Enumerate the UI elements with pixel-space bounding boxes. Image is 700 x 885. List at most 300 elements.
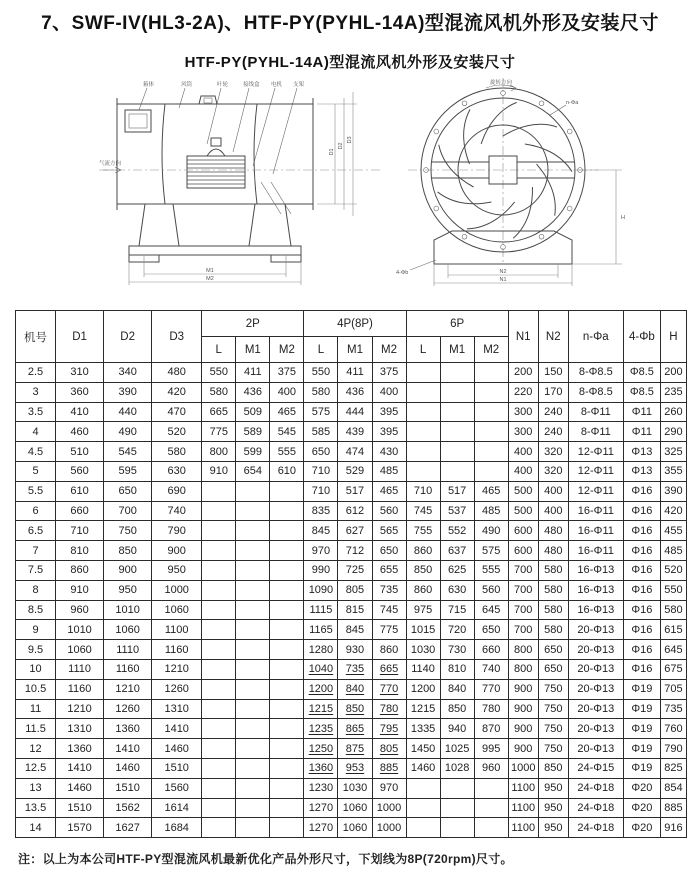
table-cell: 1000 xyxy=(372,818,406,838)
table-cell: 1200 xyxy=(304,679,338,699)
table-cell: 13.5 xyxy=(16,798,56,818)
table-cell: 1210 xyxy=(152,659,202,679)
table-cell: 560 xyxy=(474,580,508,600)
table-cell: 885 xyxy=(372,758,406,778)
table-cell: 760 xyxy=(660,719,686,739)
table-cell: 1110 xyxy=(104,640,152,660)
table-cell: 16-Φ11 xyxy=(568,501,623,521)
table-cell: 12-Φ11 xyxy=(568,461,623,481)
table-cell: 875 xyxy=(338,739,372,759)
table-cell xyxy=(440,798,474,818)
table-row xyxy=(16,798,687,818)
dim-label-d1: D1 xyxy=(329,148,335,156)
table-cell: 12 xyxy=(16,739,56,759)
table-cell: 650 xyxy=(538,640,568,660)
table-cell: 500 xyxy=(508,481,538,501)
table-cell: 4 xyxy=(16,422,56,442)
table-cell xyxy=(202,659,236,679)
table-cell xyxy=(236,739,270,759)
table-cell xyxy=(236,560,270,580)
table-cell: 220 xyxy=(508,382,538,402)
table-cell: 825 xyxy=(660,758,686,778)
table-cell: 950 xyxy=(538,818,568,838)
table-row xyxy=(16,461,687,481)
table-cell: 325 xyxy=(660,442,686,462)
table-cell: 735 xyxy=(338,659,372,679)
table-cell: 16-Φ11 xyxy=(568,521,623,541)
table-cell: Φ16 xyxy=(623,659,660,679)
table-cell xyxy=(202,620,236,640)
table-cell: 474 xyxy=(338,442,372,462)
table-cell: 420 xyxy=(152,382,202,402)
table-cell: Φ16 xyxy=(623,481,660,501)
table-cell: 675 xyxy=(660,659,686,679)
table-row xyxy=(16,541,687,561)
table-cell: Φ19 xyxy=(623,699,660,719)
table-cell: 850 xyxy=(406,560,440,580)
table-cell: 650 xyxy=(304,442,338,462)
table-cell xyxy=(440,778,474,798)
table-cell: 950 xyxy=(538,798,568,818)
table-cell xyxy=(236,798,270,818)
flange-holes-label: n-Φa xyxy=(566,100,579,106)
table-cell: 650 xyxy=(538,659,568,679)
table-cell: 1215 xyxy=(304,699,338,719)
table-cell xyxy=(474,461,508,481)
table-cell: 8-Φ8.5 xyxy=(568,382,623,402)
table-cell: 1560 xyxy=(152,778,202,798)
table-cell: 740 xyxy=(474,659,508,679)
dim-label-h: H xyxy=(621,215,625,221)
table-cell xyxy=(440,382,474,402)
table-cell: 800 xyxy=(202,442,236,462)
table-cell: 1115 xyxy=(304,600,338,620)
table-cell: 1410 xyxy=(56,758,104,778)
leader-line xyxy=(273,88,297,174)
table-cell: 815 xyxy=(338,600,372,620)
header-m1: M1 xyxy=(338,337,372,363)
table-row xyxy=(16,659,687,679)
table-cell: 900 xyxy=(508,739,538,759)
table-cell: 1627 xyxy=(104,818,152,838)
table-cell: 550 xyxy=(660,580,686,600)
table-cell: 1360 xyxy=(56,739,104,759)
table-cell xyxy=(270,758,304,778)
table-cell: 7.5 xyxy=(16,560,56,580)
table-cell: 1215 xyxy=(406,699,440,719)
table-cell xyxy=(270,501,304,521)
table-cell: Φ16 xyxy=(623,600,660,620)
table-cell: 400 xyxy=(508,442,538,462)
dim-label-m1: M1 xyxy=(206,268,214,274)
table-cell: 439 xyxy=(338,422,372,442)
rotation-label: 旋转方向 xyxy=(490,80,513,86)
table-cell: 520 xyxy=(152,422,202,442)
table-cell: 555 xyxy=(270,442,304,462)
table-cell: 930 xyxy=(338,640,372,660)
table-row xyxy=(16,580,687,600)
airflow-label: 气流方向 xyxy=(99,161,122,167)
table-cell: Φ16 xyxy=(623,640,660,660)
table-cell xyxy=(270,620,304,640)
table-cell: 200 xyxy=(660,363,686,383)
table-cell: 970 xyxy=(372,778,406,798)
table-cell: 400 xyxy=(538,501,568,521)
table-row xyxy=(16,501,687,521)
table-cell: 1310 xyxy=(56,719,104,739)
table-cell: 960 xyxy=(56,600,104,620)
table-cell xyxy=(202,541,236,561)
table-cell: 735 xyxy=(660,699,686,719)
table-cell: 700 xyxy=(508,620,538,640)
header-4-phi-b: 4-Φb xyxy=(623,311,660,363)
table-cell: 13 xyxy=(16,778,56,798)
table-cell: 545 xyxy=(270,422,304,442)
table-cell: Φ16 xyxy=(623,541,660,561)
table-cell: 150 xyxy=(538,363,568,383)
table-cell: 300 xyxy=(508,422,538,442)
table-cell: 950 xyxy=(152,560,202,580)
table-cell: 24-Φ18 xyxy=(568,818,623,838)
table-cell: 860 xyxy=(56,560,104,580)
table-cell: 665 xyxy=(202,402,236,422)
table-cell xyxy=(236,758,270,778)
table-row xyxy=(16,560,687,580)
table-cell: 24-Φ15 xyxy=(568,758,623,778)
table-cell: Φ16 xyxy=(623,521,660,541)
table-cell: 1235 xyxy=(304,719,338,739)
table-cell: 560 xyxy=(372,501,406,521)
table-cell: 520 xyxy=(660,560,686,580)
header-2p: 2P xyxy=(202,311,304,337)
table-cell: 300 xyxy=(508,402,538,422)
table-row xyxy=(16,422,687,442)
table-cell: 615 xyxy=(660,620,686,640)
table-cell: 775 xyxy=(372,620,406,640)
table-cell: 20-Φ13 xyxy=(568,739,623,759)
table-cell: 810 xyxy=(56,541,104,561)
header-m1: M1 xyxy=(440,337,474,363)
table-cell xyxy=(440,363,474,383)
table-cell: 24-Φ18 xyxy=(568,778,623,798)
table-cell: 630 xyxy=(440,580,474,600)
table-cell xyxy=(406,363,440,383)
header-m2: M2 xyxy=(270,337,304,363)
table-cell: 600 xyxy=(508,541,538,561)
table-row xyxy=(16,363,687,383)
table-cell: 805 xyxy=(372,739,406,759)
table-cell: 480 xyxy=(152,363,202,383)
table-cell: 565 xyxy=(372,521,406,541)
table-cell: 411 xyxy=(236,363,270,383)
table-cell: 665 xyxy=(372,659,406,679)
table-cell: 1060 xyxy=(338,798,372,818)
table-cell: 800 xyxy=(508,640,538,660)
table-cell xyxy=(236,600,270,620)
base-plate xyxy=(129,246,301,255)
table-cell: 700 xyxy=(104,501,152,521)
table-cell: 1460 xyxy=(406,758,440,778)
table-cell: 529 xyxy=(338,461,372,481)
table-cell: 1684 xyxy=(152,818,202,838)
header-n-phi-a: n-Φa xyxy=(568,311,623,363)
table-cell: 860 xyxy=(406,580,440,600)
table-cell: 8.5 xyxy=(16,600,56,620)
table-cell: 460 xyxy=(56,422,104,442)
table-cell: 1230 xyxy=(304,778,338,798)
table-cell: 1510 xyxy=(152,758,202,778)
table-cell: Φ11 xyxy=(623,402,660,422)
table-cell: 845 xyxy=(338,620,372,640)
table-cell: 20-Φ13 xyxy=(568,620,623,640)
table-cell: 770 xyxy=(372,679,406,699)
table-cell: 465 xyxy=(474,481,508,501)
table-cell: 1000 xyxy=(372,798,406,818)
table-cell: 780 xyxy=(474,699,508,719)
technical-drawings xyxy=(0,74,700,296)
table-cell: 8-Φ8.5 xyxy=(568,363,623,383)
table-cell xyxy=(202,600,236,620)
table-cell: 745 xyxy=(406,501,440,521)
table-cell xyxy=(474,778,508,798)
leader-line xyxy=(139,88,147,110)
table-cell: 550 xyxy=(304,363,338,383)
table-cell: Φ19 xyxy=(623,758,660,778)
table-cell: 990 xyxy=(304,560,338,580)
table-cell: 1110 xyxy=(56,659,104,679)
table-cell: 810 xyxy=(440,659,474,679)
table-cell xyxy=(202,501,236,521)
motor-terminal-box xyxy=(211,138,221,146)
table-cell: 420 xyxy=(660,501,686,521)
table-cell: 8-Φ11 xyxy=(568,402,623,422)
part-label-bracket: 支架 xyxy=(293,82,305,88)
table-cell xyxy=(236,818,270,838)
table-cell: 444 xyxy=(338,402,372,422)
table-cell xyxy=(270,521,304,541)
table-cell: 916 xyxy=(660,818,686,838)
table-cell xyxy=(270,560,304,580)
table-cell: 710 xyxy=(56,521,104,541)
dim-label-m2: M2 xyxy=(206,276,214,282)
table-cell: 950 xyxy=(104,580,152,600)
table-row xyxy=(16,758,687,778)
support-leg-right xyxy=(249,204,291,246)
table-cell: 1030 xyxy=(338,778,372,798)
table-cell xyxy=(406,422,440,442)
table-cell xyxy=(270,778,304,798)
table-cell xyxy=(202,679,236,699)
table-cell: 1335 xyxy=(406,719,440,739)
inner-collar-left xyxy=(162,104,165,204)
table-cell: Φ16 xyxy=(623,580,660,600)
table-cell xyxy=(202,758,236,778)
header-d2: D2 xyxy=(104,311,152,363)
table-cell: 411 xyxy=(338,363,372,383)
table-cell: 800 xyxy=(508,659,538,679)
table-cell: 745 xyxy=(372,600,406,620)
table-cell xyxy=(474,798,508,818)
table-cell: 720 xyxy=(440,620,474,640)
table-cell: 400 xyxy=(508,461,538,481)
table-cell: Φ20 xyxy=(623,778,660,798)
table-cell: 900 xyxy=(508,679,538,699)
table-cell: 240 xyxy=(538,402,568,422)
table-cell xyxy=(236,481,270,501)
table-cell xyxy=(202,778,236,798)
table-cell: 1165 xyxy=(304,620,338,640)
table-cell: 940 xyxy=(440,719,474,739)
table-cell: 517 xyxy=(338,481,372,501)
table-cell: 735 xyxy=(372,580,406,600)
table-cell: 654 xyxy=(236,461,270,481)
table-cell: 3.5 xyxy=(16,402,56,422)
table-cell: 4.5 xyxy=(16,442,56,462)
table-cell xyxy=(270,719,304,739)
table-cell: 580 xyxy=(538,620,568,640)
table-cell xyxy=(202,580,236,600)
table-cell: 595 xyxy=(104,461,152,481)
table-cell: 3 xyxy=(16,382,56,402)
table-cell: 260 xyxy=(660,402,686,422)
table-cell: 1510 xyxy=(104,778,152,798)
table-cell: 690 xyxy=(152,481,202,501)
table-cell: 20-Φ13 xyxy=(568,699,623,719)
table-cell: 900 xyxy=(152,541,202,561)
table-cell: 545 xyxy=(104,442,152,462)
table-cell: 580 xyxy=(202,382,236,402)
table-cell: 517 xyxy=(440,481,474,501)
table-cell: 870 xyxy=(474,719,508,739)
leader-line xyxy=(233,88,249,152)
table-cell xyxy=(270,541,304,561)
table-cell: 854 xyxy=(660,778,686,798)
table-cell: 580 xyxy=(152,442,202,462)
header-d3: D3 xyxy=(152,311,202,363)
table-cell: 480 xyxy=(538,521,568,541)
table-cell: 1410 xyxy=(152,719,202,739)
table-cell: 2.5 xyxy=(16,363,56,383)
table-cell: Φ16 xyxy=(623,501,660,521)
table-cell: 860 xyxy=(406,541,440,561)
table-cell: 580 xyxy=(304,382,338,402)
table-cell: 395 xyxy=(372,422,406,442)
footnote: 注：以上为本公司HTF-PY型混流风机最新优化产品外形尺寸，下划线为8P(720rpm)尺寸。 xyxy=(18,852,513,867)
page-title: 7、SWF-IV(HL3-2A)、HTF-PY(PYHL-14A)型混流风机外形及安装尺寸 xyxy=(41,13,659,34)
table-cell: 599 xyxy=(236,442,270,462)
table-cell: 950 xyxy=(538,778,568,798)
table-cell: 585 xyxy=(304,422,338,442)
table-cell xyxy=(202,560,236,580)
table-cell: 840 xyxy=(440,679,474,699)
table-cell: 1028 xyxy=(440,758,474,778)
table-cell: 5 xyxy=(16,461,56,481)
table-cell: 436 xyxy=(338,382,372,402)
table-row xyxy=(16,402,687,422)
strut xyxy=(271,182,291,214)
table-cell xyxy=(406,798,440,818)
leader-line xyxy=(253,88,275,166)
table-cell: 20-Φ13 xyxy=(568,640,623,660)
table-cell xyxy=(236,778,270,798)
table-cell: 850 xyxy=(338,699,372,719)
table-cell: 910 xyxy=(202,461,236,481)
table-cell: 1450 xyxy=(406,739,440,759)
table-cell xyxy=(474,442,508,462)
table-cell: 1060 xyxy=(104,620,152,640)
table-cell: 1210 xyxy=(104,679,152,699)
table-cell: 900 xyxy=(104,560,152,580)
table-cell: 16-Φ13 xyxy=(568,560,623,580)
table-cell: 555 xyxy=(474,560,508,580)
table-cell: 700 xyxy=(508,560,538,580)
table-cell: 995 xyxy=(474,739,508,759)
table-cell: 485 xyxy=(372,461,406,481)
table-cell: 730 xyxy=(440,640,474,660)
table-row xyxy=(16,382,687,402)
table-cell: 455 xyxy=(660,521,686,541)
table-cell: 395 xyxy=(372,402,406,422)
table-cell: 490 xyxy=(474,521,508,541)
table-cell: 410 xyxy=(56,402,104,422)
table-cell: 430 xyxy=(372,442,406,462)
table-cell: 310 xyxy=(56,363,104,383)
dim-label-d2: D2 xyxy=(338,142,344,150)
header-6p: 6P xyxy=(406,311,508,337)
table-cell: 12-Φ11 xyxy=(568,442,623,462)
table-cell xyxy=(202,699,236,719)
table-row xyxy=(16,521,687,541)
table-cell: 710 xyxy=(304,481,338,501)
table-cell: 1025 xyxy=(440,739,474,759)
table-cell: 1360 xyxy=(104,719,152,739)
table-cell: 14 xyxy=(16,818,56,838)
table-cell xyxy=(474,363,508,383)
table-cell xyxy=(202,719,236,739)
table-row xyxy=(16,620,687,640)
table-cell: 12-Φ11 xyxy=(568,481,623,501)
table-cell xyxy=(270,600,304,620)
table-cell: 580 xyxy=(538,560,568,580)
table-cell: 790 xyxy=(152,521,202,541)
part-label-impeller: 叶轮 xyxy=(217,82,229,88)
table-cell: 436 xyxy=(236,382,270,402)
table-cell: Φ11 xyxy=(623,422,660,442)
table-cell: 10 xyxy=(16,659,56,679)
table-cell xyxy=(270,659,304,679)
table-cell: 625 xyxy=(440,560,474,580)
table-cell xyxy=(270,580,304,600)
table-cell: 865 xyxy=(338,719,372,739)
table-cell: 560 xyxy=(56,461,104,481)
table-cell: 637 xyxy=(440,541,474,561)
header-fan-no: 机号 xyxy=(16,311,56,363)
header-4p8p: 4P(8P) xyxy=(304,311,406,337)
part-label-casing: 箱体 xyxy=(143,82,155,88)
table-cell: 900 xyxy=(508,699,538,719)
table-cell: 1100 xyxy=(508,778,538,798)
table-cell: 580 xyxy=(538,600,568,620)
table-cell: 510 xyxy=(56,442,104,462)
table-cell: 400 xyxy=(372,382,406,402)
header-m2: M2 xyxy=(372,337,406,363)
dim-label-d3: D3 xyxy=(347,136,353,144)
table-cell: 355 xyxy=(660,461,686,481)
table-cell: 170 xyxy=(538,382,568,402)
table-cell: 710 xyxy=(406,481,440,501)
table-cell: 10.5 xyxy=(16,679,56,699)
table-cell: 1310 xyxy=(152,699,202,719)
